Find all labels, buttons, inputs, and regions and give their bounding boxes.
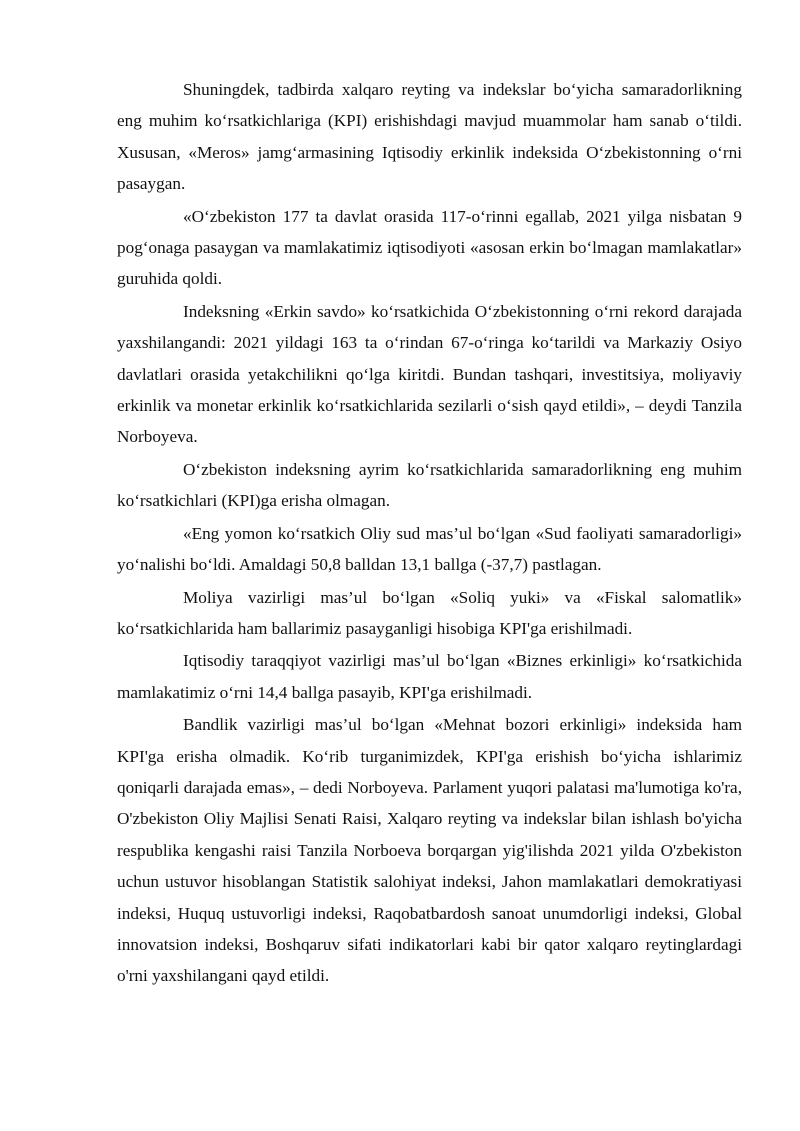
paragraph-6: Moliya vazirligi mas’ul bo‘lgan «Soliq yuki» va «Fiskal salomatlik» ko‘rsatkichlarida ham ballarimiz pasayganligi hisobiga KPI'ga erishilmadi. [117,587,742,638]
paragraph-3: Indeksning «Erkin savdo» ko‘rsatkichida O‘zbekistonning o‘rni rekord darajada yaxshilangandi: 2021 yildagi 163 ta o‘rindan 67-o‘ringa ko‘tarildi va Markaziy Osiyo davlatlari orasida yetakchilikni qo‘lga kiritdi. Bundan tashqari, investitsiya, moliyaviy erkinlik va monetar erkinlik ko‘rsatkichlarida sezilarli o‘sish qayd etildi», – deydi Tanzila Norboyeva. [117,301,742,447]
paragraph-2: «O‘zbekiston 177 ta davlat orasida 117-o‘rinni egallab, 2021 yilga nisbatan 9 pog‘onaga pasaygan va mamlakatimiz iqtisodiyoti «asosan erkin bo‘lmagan mamlakatlar» guruhida qoldi. [117,206,742,289]
document-body [117,74,742,992]
paragraph-7: Iqtisodiy taraqqiyot vazirligi mas’ul bo‘lgan «Biznes erkinligi» ko‘rsatkichida mamlakatimiz o‘rni 14,4 ballga pasayib, KPI'ga erishilmadi. [117,651,742,702]
paragraph-5: «Eng yomon ko‘rsatkich Oliy sud mas’ul bo‘lgan «Sud faoliyati samaradorligi» yo‘nalishi bo‘ldi. Amaldagi 50,8 balldan 13,1 ballga (-37,7) pastlagan. [117,523,742,575]
paragraph-8: Bandlik vazirligi mas’ul bo‘lgan «Mehnat bozori erkinligi» indeksida ham KPI'ga erisha olmadik. Ko‘rib turganimizdek, KPI'ga erishish bo‘yicha ishlarimiz qoniqarli darajada emas», – dedi Norboyeva. Parlament yuqori palatasi ma'lumotiga ko'ra, O'zbekiston Oliy Majlisi Senati Raisi, Xalqaro reyting va indekslar bilan ishlash bo'yicha respublika kengashi raisi Tanzila Norboeva borqargan yig'ilishda 2021 yilda O'zbekiston uchun ustuvor hisoblangan Statistik salohiyat indeksi, Jahon mamlakatlari demokratiyasi indeksi, Huquq ustuvorligi indeksi, Raqobatbardosh sanoat unumdorligi indeksi, Global innovatsion indeksi, Boshqaruv sifati indikatorlari kabi bir qator xalqaro reytinglardagi o'rni yaxshilangani qayd etildi. [117,715,742,986]
paragraph-1: Shuningdek, tadbirda xalqaro reyting va indekslar bo‘yicha samaradorlikning eng muhim ko‘rsatkichlariga (KPI) erishishdagi mavjud muammolar ham sanab o‘tildi. Xususan, «Meros» jamg‘armasining Iqtisodiy erkinlik indeksida O‘zbekistonning o‘rni pasaygan. [117,80,742,194]
paragraph-4: O‘zbekiston indeksning ayrim ko‘rsatkichlarida samaradorlikning eng muhim ko‘rsatkichlari (KPI)ga erisha olmagan. [117,459,742,511]
